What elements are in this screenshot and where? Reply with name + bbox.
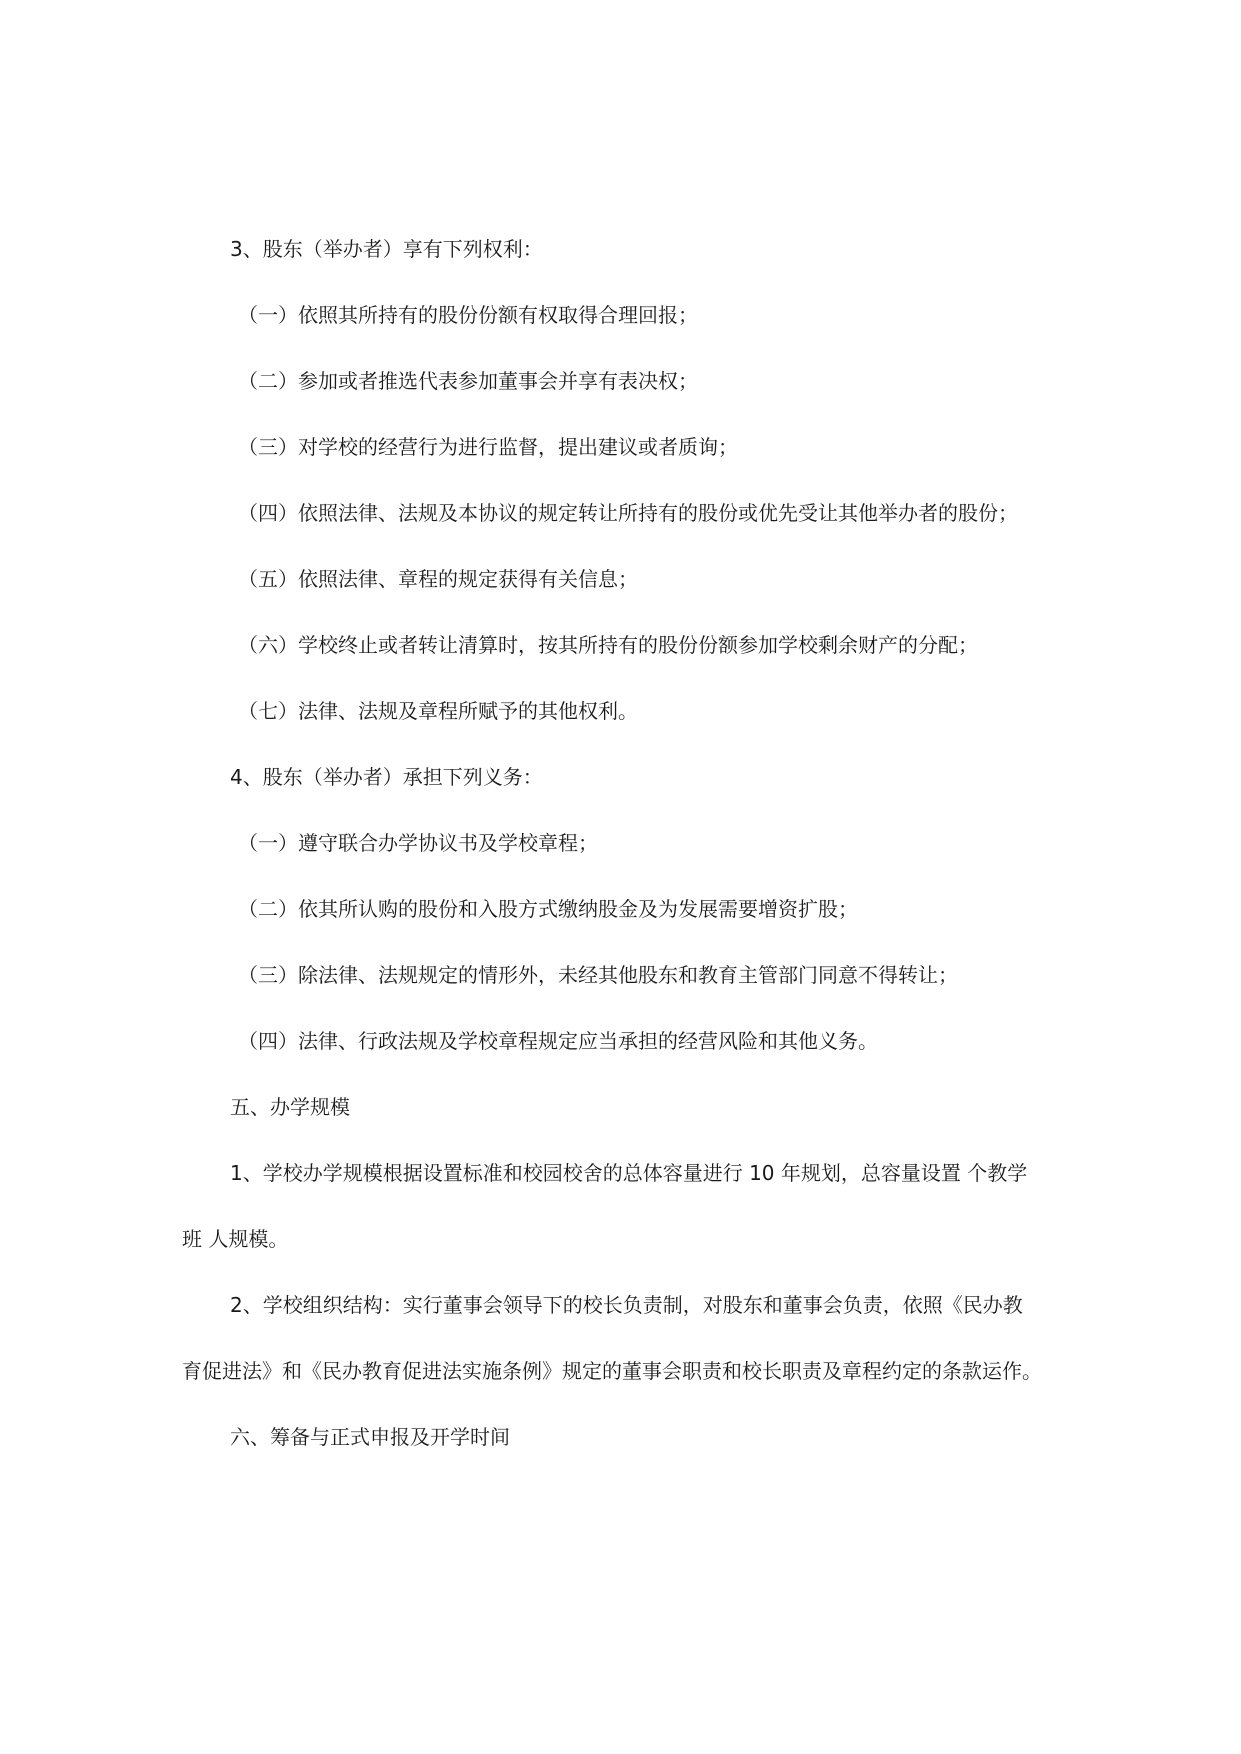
- right-item-4: （四）依照法律、法规及本协议的规定转让所持有的股份或优先受让其他举办者的股份；: [238, 501, 1018, 525]
- right-item-1: （一）依照其所持有的股份份额有权取得合理回报；: [238, 303, 698, 327]
- section-six-heading: 六、筹备与正式申报及开学时间: [230, 1425, 510, 1449]
- section-4-heading: 4、股东（举办者）承担下列义务：: [230, 765, 543, 789]
- duty-item-4: （四）法律、行政法规及学校章程规定应当承担的经营风险和其他义务。: [238, 1029, 878, 1053]
- paragraph-scale-line-2: 班 人规模。: [182, 1227, 289, 1251]
- right-item-3: （三）对学校的经营行为进行监督，提出建议或者质询；: [238, 435, 738, 459]
- right-item-5: （五）依照法律、章程的规定获得有关信息；: [238, 567, 638, 591]
- right-item-7: （七）法律、法规及章程所赋予的其他权利。: [238, 699, 638, 723]
- section-3-heading: 3、股东（举办者）享有下列权利：: [230, 237, 543, 261]
- paragraph-scale-line-1: 1、学校办学规模根据设置标准和校园校舍的总体容量进行 10 年规划，总容量设置 个教学: [230, 1161, 1028, 1185]
- section-five-heading: 五、办学规模: [230, 1095, 350, 1119]
- paragraph-structure-line-1: 2、学校组织结构：实行董事会领导下的校长负责制，对股东和董事会负责，依照《民办教: [230, 1293, 1023, 1317]
- paragraph-structure-line-2: 育促进法》和《民办教育促进法实施条例》规定的董事会职责和校长职责及章程约定的条款运作。: [182, 1359, 1042, 1383]
- duty-item-2: （二）依其所认购的股份和入股方式缴纳股金及为发展需要增资扩股；: [238, 897, 858, 921]
- right-item-6: （六）学校终止或者转让清算时，按其所持有的股份份额参加学校剩余财产的分配；: [238, 633, 978, 657]
- duty-item-3: （三）除法律、法规规定的情形外，未经其他股东和教育主管部门同意不得转让；: [238, 963, 958, 987]
- duty-item-1: （一）遵守联合办学协议书及学校章程；: [238, 831, 598, 855]
- right-item-2: （二）参加或者推选代表参加董事会并享有表决权；: [238, 369, 698, 393]
